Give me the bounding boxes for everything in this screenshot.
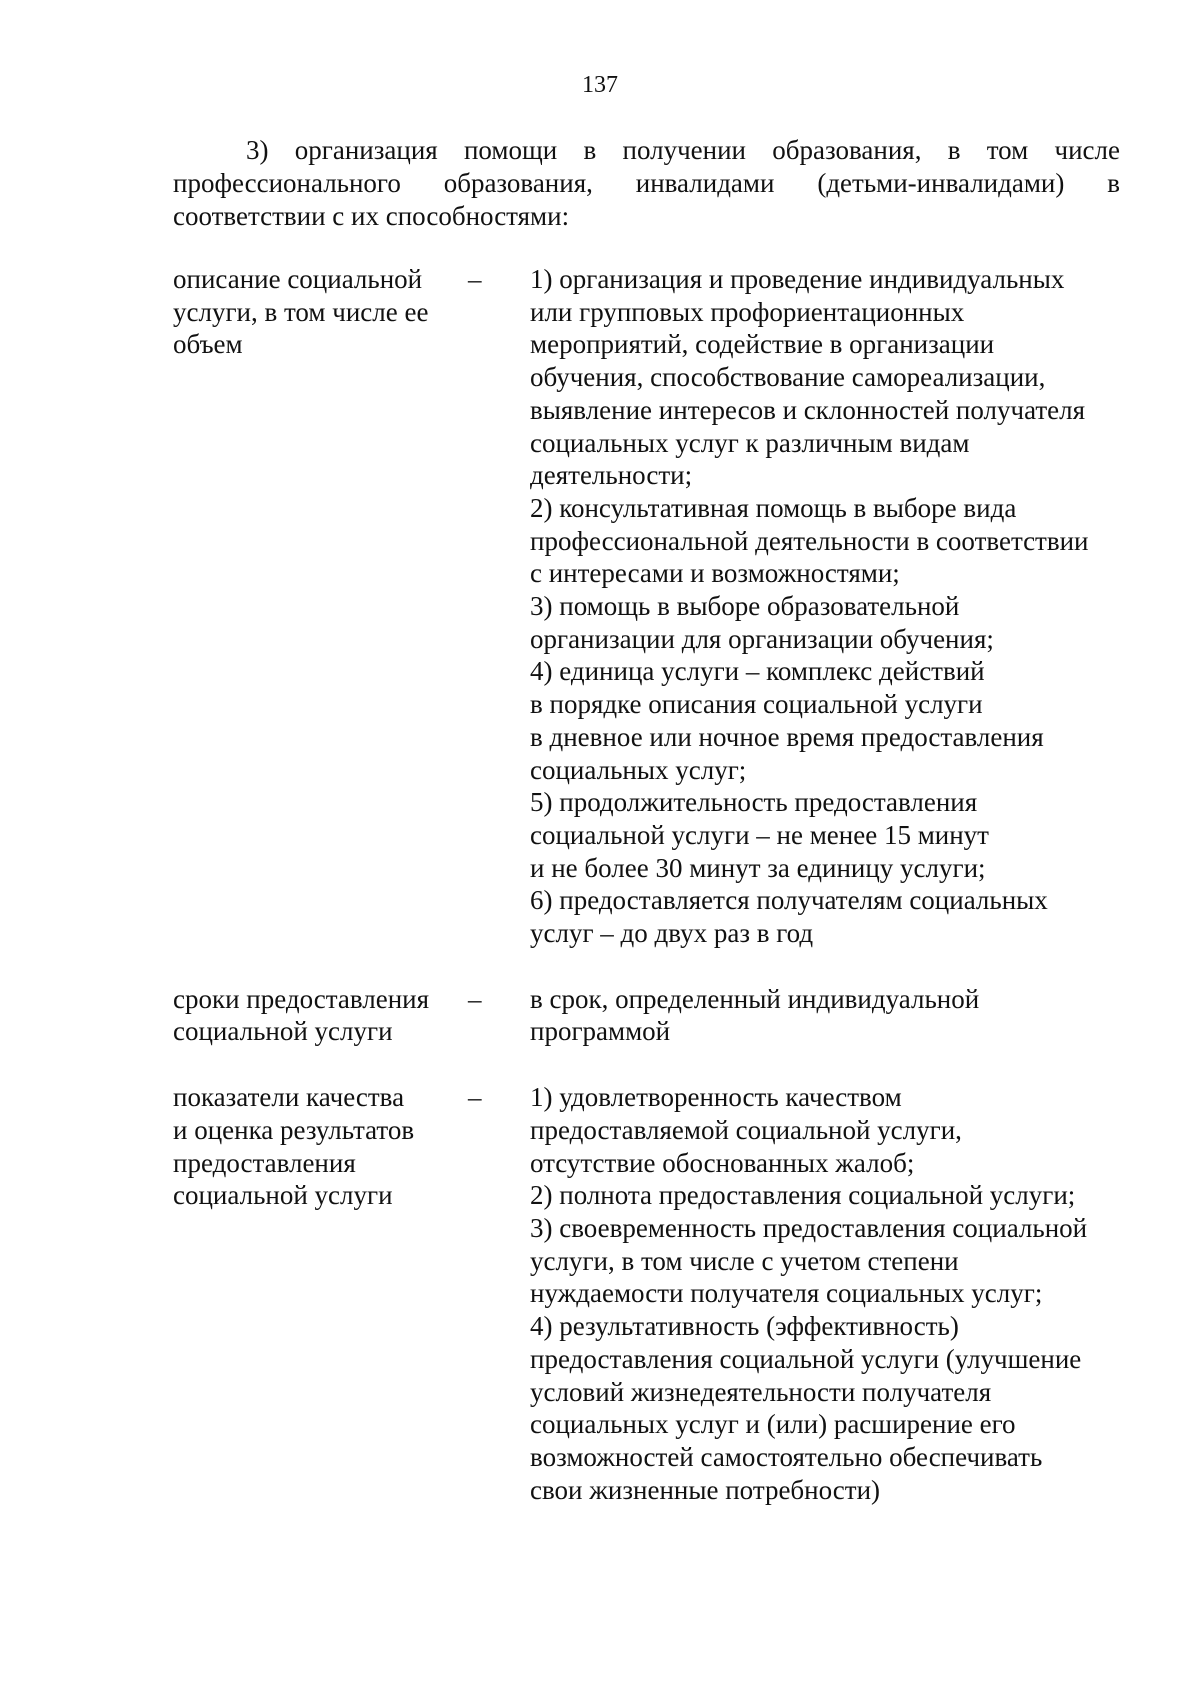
label-line: объем (173, 329, 243, 360)
description-line: возможностей самостоятельно обеспечивать (530, 1441, 1043, 1472)
description-line: мероприятий, содействие в организации (530, 329, 995, 360)
description-line: 2) консультативная помощь в выборе вида (530, 492, 1017, 523)
row-description (530, 983, 1123, 1048)
description-line: или групповых профориентационных (530, 296, 965, 327)
description-line: условий жизнедеятельности получателя (530, 1376, 992, 1407)
description-line: 5) продолжительность предоставления (530, 787, 978, 818)
row-dash: – (468, 264, 482, 294)
section-heading: 3) организация помощи в получении образования, в том числе профессионального образования, инвалидами (детьми-инвалидами) в соответствии с их способностями: (173, 135, 1120, 231)
table-row-description (173, 263, 1123, 950)
description-line: социальных услуг; (530, 754, 747, 785)
label-line: описание социальной (173, 264, 423, 294)
description-line: программой (530, 1016, 671, 1047)
description-line: в порядке описания социальной услуги (530, 689, 983, 720)
description-line: 1) удовлетворенность качеством (530, 1082, 902, 1113)
page-number: 137 (582, 72, 618, 98)
description-line: предоставляемой социальной услуги, (530, 1114, 962, 1145)
row-label (173, 1081, 468, 1506)
label-line: услуги, в том числе ее (173, 296, 429, 327)
description-line: услуг – до двух раз в год (530, 918, 814, 949)
row-label (173, 263, 468, 950)
description-line: 4) результативность (эффективность) (530, 1311, 959, 1342)
description-line: 6) предоставляется получателям социальных (530, 885, 1048, 916)
description-line: 1) организация и проведение индивидуальных (530, 264, 1065, 294)
description-line: 3) помощь в выборе образовательной (530, 591, 960, 622)
description-line: социальной услуги – не менее 15 минут (530, 819, 989, 850)
row-label (173, 983, 468, 1048)
row-description (530, 263, 1123, 950)
description-line: 3) своевременность предоставления социальной (530, 1212, 1088, 1243)
label-line: предоставления (173, 1147, 356, 1178)
description-line: и не более 30 минут за единицу услуги; (530, 852, 986, 883)
description-line: 2) полнота предоставления социальной услуги; (530, 1180, 1076, 1211)
description-line: 4) единица услуги – комплекс действий (530, 656, 985, 687)
description-line: услуги, в том числе с учетом степени (530, 1245, 959, 1276)
row-dash: – (468, 983, 482, 1014)
description-line: деятельности; (530, 460, 693, 491)
label-line: и оценка результатов (173, 1114, 415, 1145)
label-line: показатели качества (173, 1082, 405, 1113)
table-row-terms (173, 983, 1123, 1048)
description-line: профессиональной деятельности в соответствии (530, 525, 1089, 556)
description-line: выявление интересов и склонностей получателя (530, 394, 1086, 425)
description-line: в срок, определенный индивидуальной (530, 983, 980, 1014)
label-line: социальной услуги (173, 1016, 393, 1047)
label-line: социальной услуги (173, 1180, 393, 1211)
description-line: социальных услуг и (или) расширение его (530, 1409, 1016, 1440)
description-line: обучения, способствование самореализации, (530, 362, 1046, 393)
table-row-quality (173, 1081, 1123, 1506)
description-line: свои жизненные потребности) (530, 1474, 881, 1505)
description-line: социальных услуг к различным видам (530, 427, 970, 458)
description-line: с интересами и возможностями; (530, 558, 900, 589)
row-description (530, 1081, 1123, 1506)
label-line: сроки предоставления (173, 983, 430, 1014)
description-line: отсутствие обоснованных жалоб; (530, 1147, 915, 1178)
service-table (173, 263, 1123, 1506)
description-line: в дневное или ночное время предоставления (530, 721, 1044, 752)
description-line: организации для организации обучения; (530, 623, 994, 654)
description-line: нуждаемости получателя социальных услуг; (530, 1278, 1043, 1309)
row-dash: – (468, 1082, 482, 1113)
description-line: предоставления социальной услуги (улучшение (530, 1343, 1082, 1374)
